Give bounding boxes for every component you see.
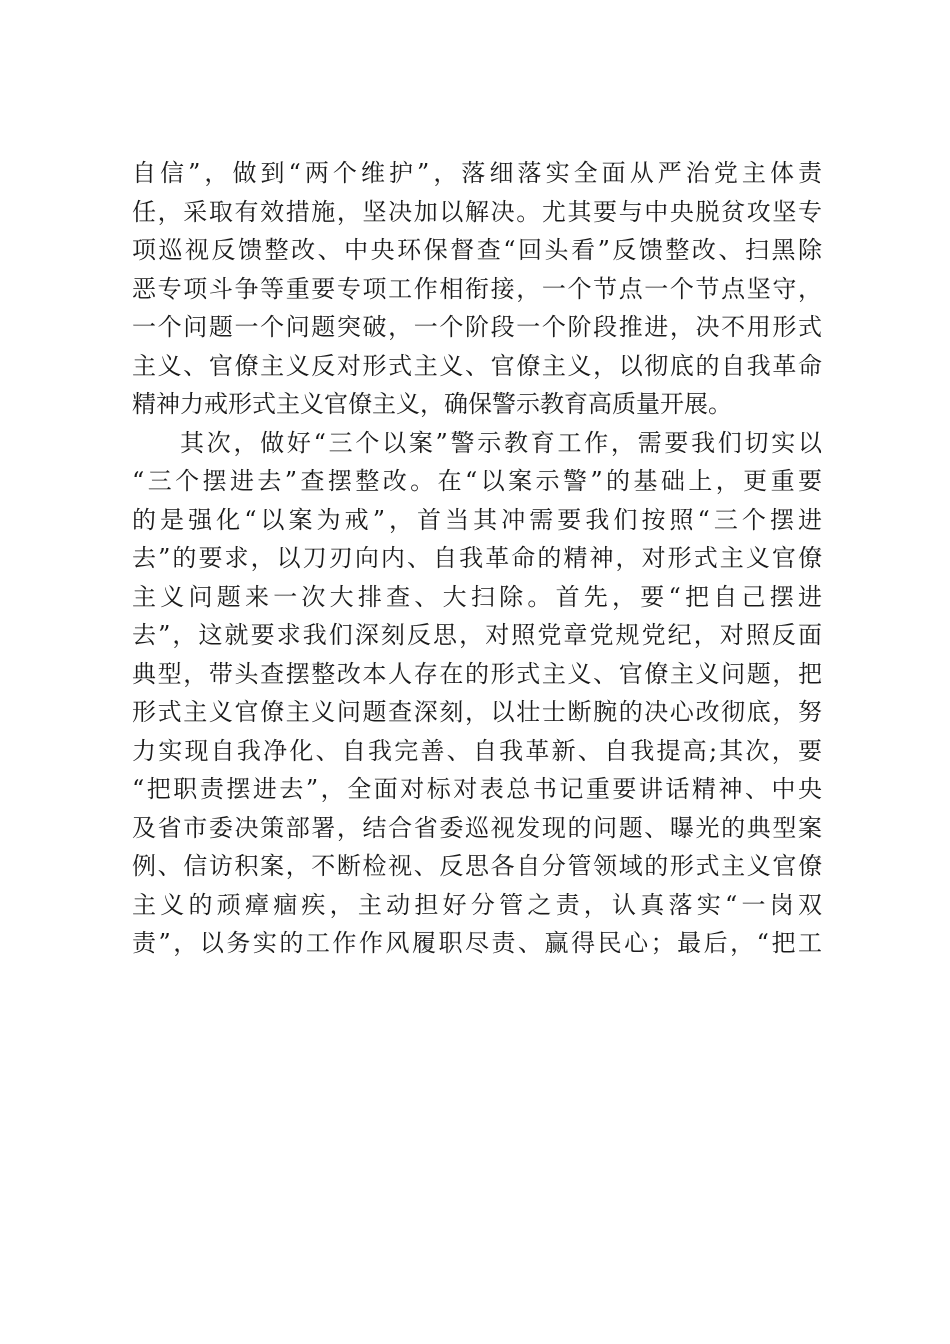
- paragraph-2-line-3: 的是强化“以案为戒”，首当其冲需要我们按照“三个摆进: [132, 505, 822, 534]
- paragraph-2-line-8: 形式主义官僚主义问题查深刻，以壮士断腕的决心改彻底，努: [132, 698, 822, 726]
- paragraph-2-line-14: 责”，以务实的工作作风履职尽责、赢得民心；最后，“把工: [132, 929, 822, 957]
- paragraph-1-line-5: 一个问题一个问题突破，一个阶段一个阶段推进，决不用形式: [132, 313, 822, 341]
- paragraph-1-line-7: 精神力戒形式主义官僚主义，确保警示教育高质量开展。: [132, 390, 732, 418]
- paragraph-2-line-10: “把职责摆进去”，全面对标对表总书记重要讲话精神、中央: [132, 775, 822, 803]
- paragraph-2-line-9: 力实现自我净化、自我完善、自我革新、自我提高;其次，要: [132, 736, 822, 765]
- paragraph-2-line-6: 去”，这就要求我们深刻反思，对照党章党规党纪，对照反面: [132, 621, 822, 649]
- paragraph-2-line-2: “三个摆进去”查摆整改。在“以案示警”的基础上，更重要: [132, 467, 822, 495]
- paragraph-2-line-4: 去”的要求，以刀刃向内、自我革命的精神，对形式主义官僚: [132, 544, 822, 572]
- paragraph-2-line-13: 主义的顽瘴痼疾，主动担好分管之责，认真落实“一岗双: [132, 890, 822, 919]
- paragraph-1-line-2: 任，采取有效措施，坚决加以解决。尤其要与中央脱贫攻坚专: [132, 197, 822, 226]
- paragraph-2-line-1: 其次，做好“三个以案”警示教育工作，需要我们切实以: [180, 428, 822, 457]
- paragraph-2-line-5: 主义问题来一次大排查、大扫除。首先，要“把自己摆进: [132, 582, 822, 611]
- paragraph-2-line-15: [132, 963, 822, 1002]
- body-text: [132, 154, 822, 1001]
- paragraph-2-line-7: 典型，带头查摆整改本人存在的形式主义、官僚主义问题，把: [132, 659, 822, 688]
- paragraph-1: [132, 154, 822, 424]
- paragraph-2: [132, 424, 822, 1002]
- paragraph-2-line-12: 例、信访积案，不断检视、反思各自分管领域的形式主义官僚: [132, 852, 822, 880]
- paragraph-1-line-1: 自信”，做到“两个维护”，落细落实全面从严治党主体责: [132, 159, 822, 187]
- paragraph-1-line-6: 主义、官僚主义反对形式主义、官僚主义，以彻底的自我革命: [132, 351, 822, 380]
- paragraph-2-line-11: 及省市委决策部署，结合省委巡视发现的问题、曝光的典型案: [132, 813, 822, 842]
- paragraph-1-line-3: 项巡视反馈整改、中央环保督查“回头看”反馈整改、扫黑除: [132, 236, 822, 264]
- paragraph-1-line-4: 恶专项斗争等重要专项工作相衔接，一个节点一个节点坚守，: [132, 274, 822, 303]
